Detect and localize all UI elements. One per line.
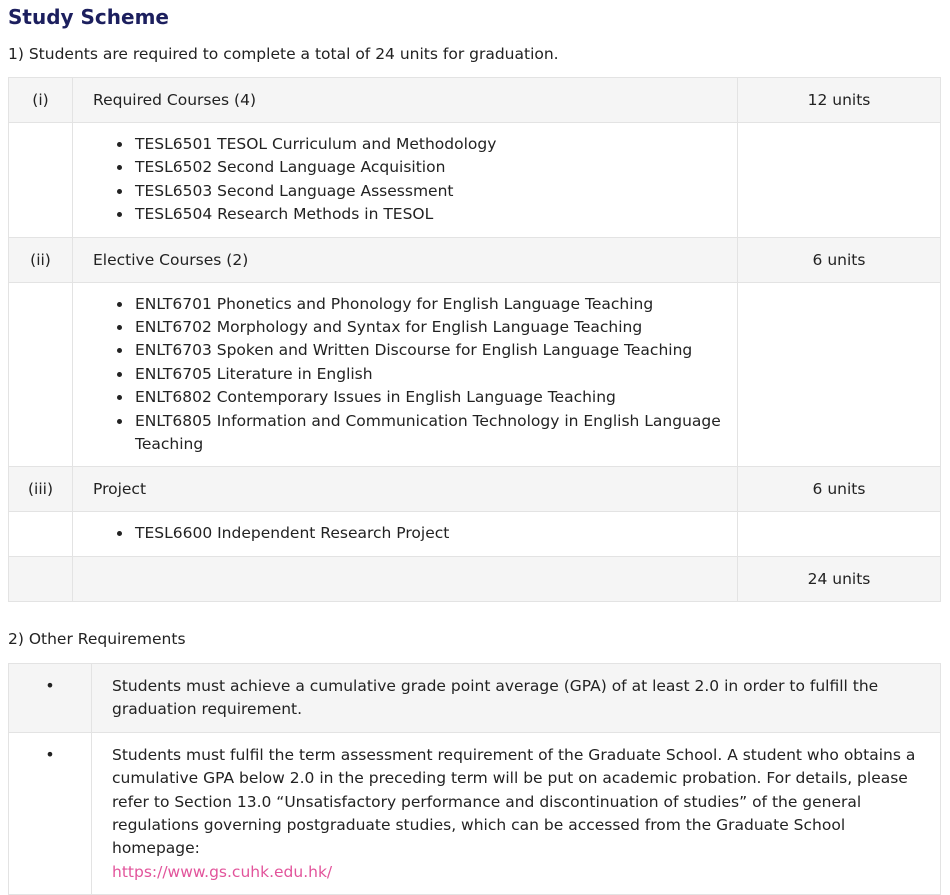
course-item: • ENLT6701 Phonetics and Phonology for English Language Teaching: [133, 293, 737, 316]
scheme-course-row: [9, 282, 941, 467]
scheme-total-row: [9, 556, 941, 601]
group-number: (iii): [9, 467, 73, 512]
course-item: • ENLT6705 Literature in English: [133, 363, 737, 386]
group-label: Elective Courses (2): [73, 237, 738, 282]
group-number: (i): [9, 78, 73, 123]
scheme-group-row: [9, 78, 941, 123]
course-list: [73, 283, 737, 467]
course-item: • TESL6501 TESOL Curriculum and Methodology: [133, 133, 737, 156]
group-units: 6 units: [738, 467, 941, 512]
group-units: 6 units: [738, 237, 941, 282]
course-item: • TESL6502 Second Language Acquisition: [133, 156, 737, 179]
group-label: Project: [73, 467, 738, 512]
requirement-row: [9, 663, 941, 732]
scheme-group-row: [9, 237, 941, 282]
intro-text: 1) Students are required to complete a total of 24 units for graduation.: [8, 45, 559, 63]
course-item: • TESL6504 Research Methods in TESOL: [133, 203, 737, 226]
other-requirements-heading: 2) Other Requirements: [8, 629, 186, 648]
total-units: 24 units: [738, 556, 941, 601]
scheme-group-row: [9, 467, 941, 512]
scheme-course-row: [9, 123, 941, 238]
requirement-text: Students must fulfil the term assessment requirement of the Graduate School. A student who obtains a cumulative GPA below 2.0 in the preceding term will be put on academic probation. For details, please refer to Section 13.0 “Unsatisfactory performance and discontinuation of studies” of the general regulations governing postgraduate studies, which can be accessed from the Graduate School homepage:: [112, 745, 916, 858]
course-item: • ENLT6802 Contemporary Issues in English Language Teaching: [133, 386, 737, 409]
group-units: 12 units: [738, 78, 941, 123]
requirement-row: [9, 732, 941, 894]
requirement-text: Students must achieve a cumulative grade point average (GPA) of at least 2.0 in order to fulfill the graduation requirement.: [92, 663, 941, 732]
group-number: (ii): [9, 237, 73, 282]
course-item: • TESL6600 Independent Research Project: [133, 522, 737, 545]
other-requirements-table: [8, 663, 941, 895]
course-list: [73, 123, 737, 237]
study-scheme-table: [8, 77, 941, 602]
graduate-school-link[interactable]: https://www.gs.cuhk.edu.hk/: [112, 862, 333, 881]
course-item: • TESL6503 Second Language Assessment: [133, 180, 737, 203]
requirement-cell: [92, 732, 941, 894]
course-item: • ENLT6702 Morphology and Syntax for English Language Teaching: [133, 316, 737, 339]
course-list: [73, 512, 737, 555]
group-label: Required Courses (4): [73, 78, 738, 123]
bullet-icon: •: [9, 663, 92, 732]
bullet-icon: •: [9, 732, 92, 894]
course-item: • ENLT6805 Information and Communication Technology in English Language Teaching: [133, 410, 737, 457]
scheme-course-row: [9, 512, 941, 556]
course-item: • ENLT6703 Spoken and Written Discourse for English Language Teaching: [133, 339, 737, 362]
page-title: Study Scheme: [8, 5, 169, 29]
